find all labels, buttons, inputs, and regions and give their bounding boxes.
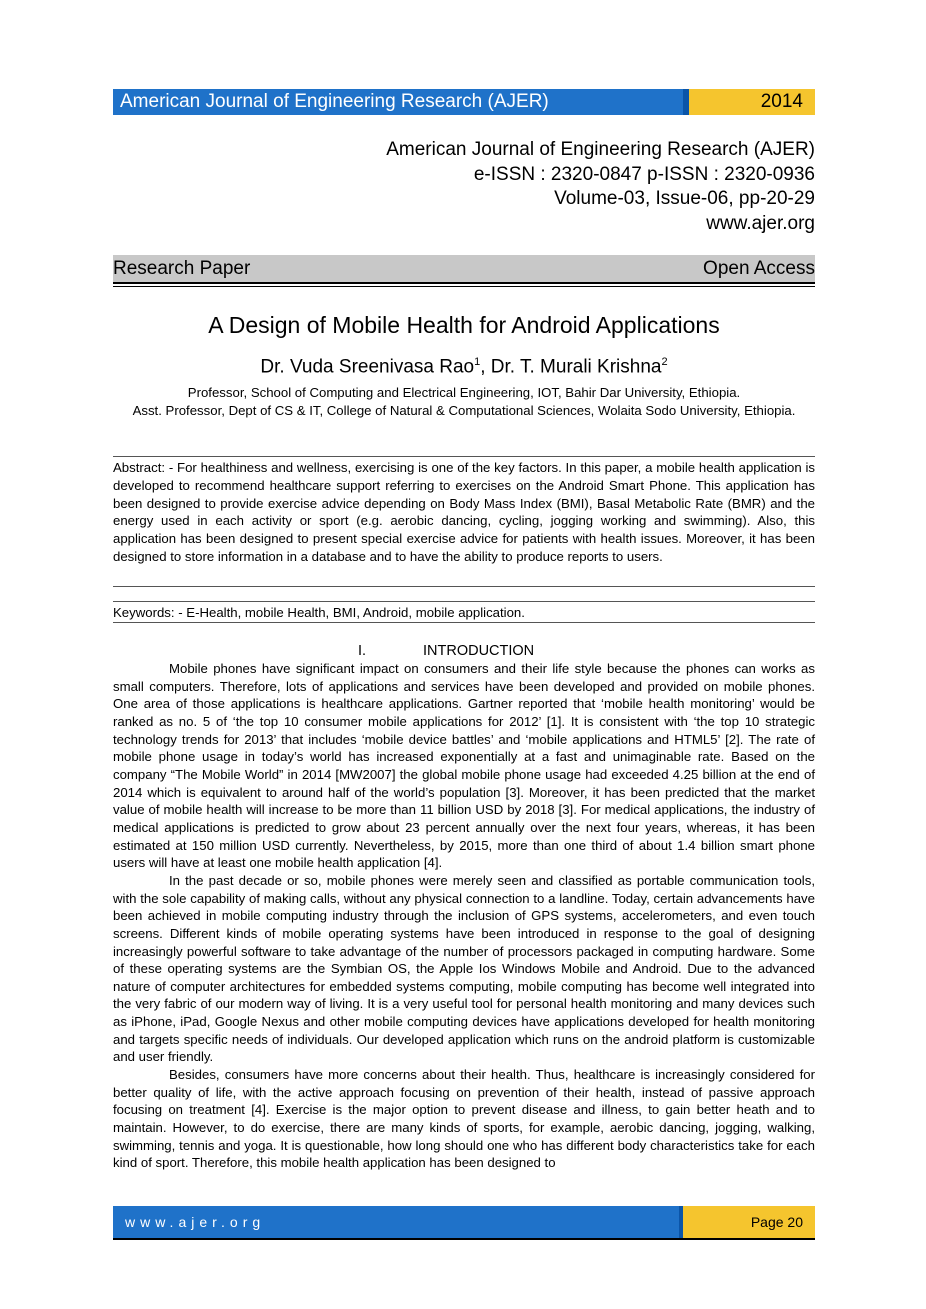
access-type-label: Open Access bbox=[703, 257, 815, 279]
authors bbox=[113, 356, 815, 378]
footer-website: www.ajer.org bbox=[113, 1206, 679, 1238]
paper-type-bar bbox=[113, 255, 815, 282]
footer-rule bbox=[113, 1238, 815, 1240]
paper-type-label: Research Paper bbox=[113, 257, 251, 279]
body-text bbox=[113, 660, 815, 1172]
author-2-sup: 2 bbox=[661, 356, 668, 368]
journal-issn: e-ISSN : 2320-0847 p-ISSN : 2320-0936 bbox=[473, 163, 815, 185]
journal-volume: Volume-03, Issue-06, pp-20-29 bbox=[554, 188, 815, 209]
keywords: Keywords: - E-Health, mobile Health, BMI, Android, mobile application. bbox=[113, 605, 525, 620]
section-title: INTRODUCTION bbox=[423, 643, 535, 659]
journal-name: American Journal of Engineering Research (AJER) bbox=[386, 139, 815, 160]
header-rule-thin bbox=[113, 286, 815, 287]
journal-website: www.ajer.org bbox=[706, 212, 815, 234]
header-rule-thick bbox=[113, 282, 815, 284]
keywords-rule-bottom bbox=[113, 622, 815, 623]
author-1: Dr. Vuda Sreenivasa Rao bbox=[260, 356, 475, 378]
paper-title: A Design of Mobile Health for Android Applications bbox=[208, 312, 720, 338]
banner-journal-name: American Journal of Engineering Research (AJER) bbox=[113, 89, 683, 115]
paragraph: In the past decade or so, mobile phones were merely seen and classified as portable communication tools, with the sole capability of making calls, without any physical connection to a landline. Today, certain advancements have been achieved in mobile computing industry through the inclusion of GPS systems, accelerometers, and even touch screens. Different kinds of mobile operating systems have been introduced in response to the goal of designing increasingly powerful software to take advantage of the number of processors packaged in computing hardware. Some of these operating systems are the Symbian OS, the Apple Ios Windows Mobile and Android. Due to the advanced nature of computer architectures for embedded systems computing, mobile computing has become well integrated into the very fabric of our modern way of living. It is a very useful tool for personal health monitoring and many devices such as iPhone, iPad, Google Nexus and other mobile computing devices have applications developed for health monitoring and targets specific needs of individuals. Our developed application which runs on the android platform is customizable and user friendly. bbox=[113, 872, 815, 1065]
affiliations bbox=[113, 384, 815, 420]
section-number: I. bbox=[358, 643, 367, 659]
author-1-sup: 1 bbox=[474, 356, 481, 368]
banner-year: 2014 bbox=[689, 89, 815, 115]
abstract-rule-bottom bbox=[113, 586, 815, 587]
author-2: , Dr. T. Murali Krishna bbox=[480, 356, 662, 378]
journal-banner bbox=[113, 89, 815, 115]
paragraph: Besides, consumers have more concerns about their health. Thus, healthcare is increasingly considered for better quality of life, with the active approach focusing on prevention of their health, instead of passive approach focusing on treatment [4]. Exercise is the major option to prevent disease and illness, to gain better heath and to maintain. However, to do exercise, there are many kinds of sports, for example, aerobic dancing, jogging, walking, swimming, tennis and yoga. It is questionable, how long should one who has different body characteristics take for each kind of sport. Therefore, this mobile health application has been designed to bbox=[113, 1067, 815, 1171]
keywords-rule-top bbox=[113, 601, 815, 602]
paragraph: Mobile phones have significant impact on consumers and their life style because the phones can works as small computers. Therefore, lots of applications and services have been developed and provided on mobile phones. One area of those applications is healthcare applications. Gartner reported that ‘mobile health monitoring’ would be ranked as no. 5 of ‘the top 10 consumer mobile applications for 2012’ [1]. It is consistent with ‘the top 10 strategic technology trends for 2013’ that includes ‘mobile device battles’ and ‘mobile applications and HTML5’ [2]. The rate of mobile phone usage in today’s world has increased exponentially at a fast and unimaginable rate. Based on the company “The Mobile World” in 2014 [MW2007] the global mobile phone usage had exceeded 4.25 billion at the end of 2014 which is equivalent to around half of the world’s population [3]. Moreover, it has been predicted that the market value of mobile health will increase to be more than 11 billion USD by 2018 [3]. For medical applications, the industry of medical applications is predicted to grow about 23 percent annually over the next four years, whereas, it has been estimated at 150 million USD currently. Nevertheless, by 2015, more than one third of about 1.4 billion smart phone users will have at least one mobile health application [4]. bbox=[113, 661, 815, 871]
affiliation-1: Professor, School of Computing and Electrical Engineering, IOT, Bahir Dar University, Ethiopia. bbox=[187, 385, 741, 400]
affiliation-2: Asst. Professor, Dept of CS & IT, College of Natural & Computational Sciences, Wolaita Sodo University, Ethiopia. bbox=[132, 403, 796, 418]
page-footer bbox=[113, 1206, 815, 1238]
journal-info bbox=[386, 138, 815, 236]
abstract: Abstract: - For healthiness and wellness, exercising is one of the key factors. In this paper, a mobile health application is developed to recommend healthcare support referring to exercises on the Android Smart Phone. This application has been designed to provide exercise advice depending on Body Mass Index (BMI), Basal Metabolic Rate (BMR) and the energy used in each activity or sport (e.g. aerobic dancing, cycling, jogging working and swimming). Also, this application has been designed to present special exercise advice for patients with health issues. Moreover, it has been designed to store information in a database and to have the ability to produce reports to users. bbox=[113, 460, 815, 564]
abstract-rule-top bbox=[113, 456, 815, 457]
footer-page-number: Page 20 bbox=[683, 1206, 815, 1238]
